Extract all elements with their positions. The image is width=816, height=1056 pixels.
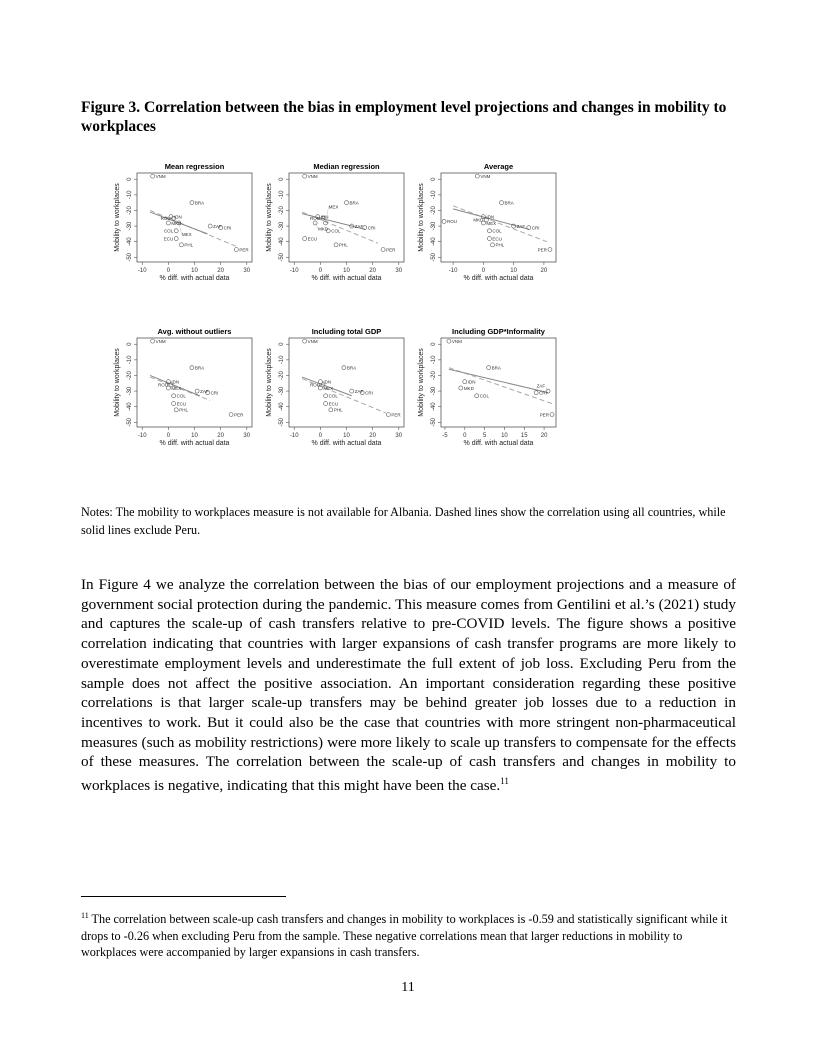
point-label: BRA <box>349 200 359 206</box>
y-tick-label: -20 <box>431 371 437 380</box>
point-label: BRA <box>194 365 205 371</box>
chart-panel <box>414 160 574 290</box>
data-point <box>229 413 233 417</box>
point-label: PHL <box>339 242 348 248</box>
x-tick-label: 20 <box>369 433 376 439</box>
data-point <box>151 339 155 343</box>
y-tick-label: -50 <box>431 252 437 262</box>
data-point <box>151 174 155 178</box>
y-tick-label: -40 <box>279 402 285 412</box>
chart-panel <box>110 160 270 290</box>
data-point <box>172 402 176 406</box>
page-number: 11 <box>401 980 415 995</box>
point-label: PHL <box>495 242 505 248</box>
y-tick-label: -30 <box>431 221 437 231</box>
x-tick-label: 0 <box>318 268 323 274</box>
x-tick-label: 30 <box>395 433 403 439</box>
x-tick-label: -10 <box>137 433 147 439</box>
point-label: ZAF <box>200 388 209 394</box>
x-tick-label: 0 <box>463 433 467 439</box>
point-label: BRA <box>491 365 501 371</box>
y-tick-label: -10 <box>431 355 437 365</box>
y-tick-label: -50 <box>431 417 437 427</box>
point-label: ROU <box>309 382 320 388</box>
x-axis-label: % diff. with actual data <box>463 275 534 282</box>
point-label: ZAF <box>213 223 222 229</box>
point-label: BRA <box>194 200 205 206</box>
point-label: COL <box>176 393 186 399</box>
chart-title: Mean regression <box>164 162 225 171</box>
point-label: ROU <box>157 382 168 388</box>
point-label: PER <box>537 247 547 253</box>
chart-panel <box>262 325 422 455</box>
footnote-rule <box>81 896 286 897</box>
y-tick-label: -20 <box>127 206 133 215</box>
point-label: ROU <box>309 216 320 222</box>
point-label: PER <box>234 412 244 418</box>
point-label: VNM <box>480 173 491 179</box>
y-tick-label: -20 <box>279 206 285 215</box>
data-point <box>350 389 354 393</box>
body-text: In Figure 4 we analyze the correlation between the bias of our employment projections and a measure of government social protection during the pandemic. This measure comes from Gentilini et al.’s (2021) study and captures the scale-up of cash transfers relative to pre-COVID levels. The figure shows a positive correlation indicating that countries with larger expansions of cash transfer programs are more likely to overestimate employment levels and underestimate the full extent of job loss. Excluding Peru from the sample does not affect the positive association. An important consideration regarding these positive correlations is that larger scale-up transfers may be behind greater job losses due to a reduction in incentives to work. But it could also be the case that countries with more stringent non-pharmaceutical measures (such as mobility restrictions) were more likely to scale up transfers to compensate for the effects of these measures. The correlation between the scale-up of cash transfers and changes in mobility to workplaces is negative, indicating that this might have been the case. <box>81 576 736 795</box>
x-tick-label: 10 <box>343 268 350 274</box>
data-point <box>313 221 317 225</box>
data-point <box>475 174 479 178</box>
y-tick-label: -10 <box>279 355 285 365</box>
y-tick-label: -40 <box>127 237 133 247</box>
y-tick-label: -10 <box>431 190 437 200</box>
point-label: MKD <box>318 226 329 232</box>
point-label: ZAF <box>354 223 364 229</box>
point-label: ROU <box>160 216 171 222</box>
scatter-chart <box>414 160 574 290</box>
data-point <box>324 402 328 406</box>
data-point <box>190 366 194 370</box>
data-point <box>459 386 463 390</box>
chart-panel <box>110 325 270 455</box>
y-axis-label: Mobility to workplaces <box>418 348 425 417</box>
x-tick-label: 0 <box>166 433 171 439</box>
x-tick-label: 15 <box>520 433 528 439</box>
point-label: VNM <box>155 173 166 179</box>
y-tick-label: -10 <box>127 190 133 200</box>
point-label: IDN <box>467 379 476 385</box>
data-point <box>381 248 385 252</box>
data-point <box>329 408 333 412</box>
point-label: ZAF <box>354 388 364 394</box>
chart-title: Including GDP*Informality <box>452 327 545 336</box>
data-point <box>442 219 446 223</box>
y-tick-label: -50 <box>279 417 285 427</box>
chart-panel <box>414 325 574 455</box>
footnote-number: 11 <box>81 911 89 920</box>
y-axis-label: Mobility to workplaces <box>114 183 121 252</box>
point-label: MKD <box>171 220 182 226</box>
y-tick-label: -40 <box>431 237 437 247</box>
point-label: CRI <box>367 225 376 231</box>
y-axis-label: Mobility to workplaces <box>266 348 273 417</box>
footnote <box>81 908 736 961</box>
y-tick-label: -30 <box>127 221 133 231</box>
y-tick-label: 0 <box>279 177 285 181</box>
x-tick-label: 20 <box>540 268 548 274</box>
footnote-ref[interactable]: 11 <box>500 776 509 787</box>
data-point <box>487 237 491 241</box>
point-label: BRA <box>346 365 357 371</box>
data-point <box>490 243 494 247</box>
point-label: CRI <box>210 390 219 396</box>
y-tick-label: 0 <box>431 177 437 181</box>
point-label: MEX <box>486 220 497 226</box>
point-label: PHL <box>184 242 194 248</box>
data-point <box>342 366 346 370</box>
point-label: COL <box>479 393 489 399</box>
y-axis-label: Mobility to workplaces <box>114 348 121 417</box>
point-label: IDN <box>486 214 495 220</box>
point-label: PHL <box>179 407 188 413</box>
point-label: ZAF <box>536 383 546 389</box>
chart-title: Including total GDP <box>311 327 382 336</box>
data-point <box>345 201 349 205</box>
point-label: MEX <box>171 385 182 391</box>
point-label: IDN <box>173 214 182 220</box>
x-tick-label: -5 <box>442 433 448 439</box>
point-label: PER <box>386 247 396 253</box>
scatter-chart <box>110 325 270 455</box>
y-tick-label: -20 <box>279 371 285 380</box>
point-label: MEX <box>181 231 192 237</box>
y-tick-label: -10 <box>279 190 285 200</box>
data-point <box>534 391 538 395</box>
data-point <box>195 389 199 393</box>
data-point <box>548 248 552 252</box>
data-point <box>190 201 194 205</box>
x-axis-label: % diff. with actual data <box>311 440 382 447</box>
point-label: MKD <box>463 385 474 391</box>
y-tick-label: 0 <box>127 342 133 346</box>
x-axis-label: % diff. with actual data <box>311 275 382 282</box>
point-label: ECU <box>492 236 502 242</box>
data-point <box>179 243 183 247</box>
point-label: VNM <box>155 338 166 344</box>
x-tick-label: 20 <box>540 433 548 439</box>
x-tick-label: -10 <box>289 433 299 439</box>
point-label: IDN <box>320 214 329 220</box>
point-label: COL <box>163 228 174 234</box>
scatter-chart <box>262 160 422 290</box>
scatter-chart <box>414 325 574 455</box>
x-tick-label: 10 <box>191 268 198 274</box>
data-point <box>447 339 451 343</box>
x-tick-label: 0 <box>318 433 323 439</box>
data-point <box>303 174 307 178</box>
x-tick-label: 10 <box>191 433 198 439</box>
point-label: PER <box>391 412 401 418</box>
x-tick-label: 30 <box>243 268 251 274</box>
point-label: CRI <box>531 225 540 231</box>
y-tick-label: -50 <box>127 252 133 262</box>
data-point <box>550 413 554 417</box>
x-tick-label: 30 <box>243 433 251 439</box>
data-point <box>208 224 212 228</box>
data-point <box>487 229 491 233</box>
figure-title: Figure 3. Correlation between the bias in employment level projections and changes in mobility to workplaces <box>81 99 727 135</box>
x-tick-label: 10 <box>501 433 508 439</box>
y-tick-label: -20 <box>431 206 437 215</box>
point-label: IDN <box>171 379 180 385</box>
x-tick-label: -10 <box>448 268 458 274</box>
data-point <box>386 413 390 417</box>
data-point <box>487 366 491 370</box>
point-label: PER <box>539 412 550 418</box>
y-axis-label: Mobility to workplaces <box>266 183 273 252</box>
x-tick-label: -10 <box>289 268 299 274</box>
point-label: COL <box>492 228 502 234</box>
point-label: MEX <box>328 204 339 210</box>
data-point <box>334 243 338 247</box>
y-tick-label: -30 <box>431 386 437 396</box>
y-tick-label: -50 <box>127 417 133 427</box>
x-axis-label: % diff. with actual data <box>159 440 230 447</box>
x-tick-label: 30 <box>395 268 403 274</box>
point-label: PHL <box>333 407 343 413</box>
point-label: BRA <box>504 200 514 206</box>
data-point <box>174 237 178 241</box>
data-point <box>172 394 176 398</box>
point-label: ECU <box>307 236 318 242</box>
point-label: CRI <box>365 390 373 396</box>
point-label: IDN <box>323 379 332 385</box>
chart-title: Median regression <box>313 162 380 171</box>
y-tick-label: -30 <box>127 386 133 396</box>
chart-title: Avg. without outliers <box>157 327 232 336</box>
point-label: ECU <box>176 401 187 407</box>
x-tick-label: 20 <box>369 268 376 274</box>
point-label: VNM <box>307 338 318 344</box>
data-point <box>475 394 479 398</box>
point-label: COL <box>328 393 338 399</box>
point-label: CRI <box>539 390 547 396</box>
point-label: VNM <box>451 338 462 344</box>
point-label: COL <box>331 228 341 234</box>
figure-notes: Notes: The mobility to workplaces measure is not available for Albania. Dashed lines show the correlation using all countries, while solid lines exclude Peru. <box>81 505 726 537</box>
data-point <box>500 201 504 205</box>
x-tick-label: 5 <box>482 433 487 439</box>
scatter-chart <box>262 325 422 455</box>
point-label: MEX <box>323 385 334 391</box>
x-axis-label: % diff. with actual data <box>463 440 534 447</box>
y-tick-label: -40 <box>279 237 285 247</box>
y-tick-label: -50 <box>279 252 285 262</box>
y-axis-label: Mobility to workplaces <box>418 183 425 252</box>
x-tick-label: 10 <box>343 433 350 439</box>
point-label: MKD <box>473 217 484 223</box>
data-point <box>303 339 307 343</box>
data-point <box>303 237 307 241</box>
scatter-chart <box>110 160 270 290</box>
x-tick-label: -10 <box>137 268 147 274</box>
x-tick-label: 10 <box>510 268 517 274</box>
y-tick-label: 0 <box>127 177 133 181</box>
y-tick-label: -30 <box>279 221 285 231</box>
data-point <box>234 248 238 252</box>
data-point <box>324 394 328 398</box>
point-label: ROU <box>447 219 458 225</box>
data-point <box>463 380 467 384</box>
x-axis-label: % diff. with actual data <box>159 275 230 282</box>
x-tick-label: 0 <box>481 268 486 274</box>
point-label: ZAF <box>516 223 526 229</box>
body-paragraph <box>81 575 736 796</box>
data-point <box>174 408 178 412</box>
point-label: PER <box>239 247 249 253</box>
point-label: CRI <box>223 225 232 231</box>
point-label: ECU <box>163 236 174 242</box>
y-tick-label: 0 <box>431 342 437 346</box>
y-tick-label: -40 <box>127 402 133 412</box>
y-tick-label: 0 <box>279 342 285 346</box>
chart-panel <box>262 160 422 290</box>
point-label: VNM <box>307 173 318 179</box>
y-tick-label: -10 <box>127 355 133 365</box>
x-tick-label: 20 <box>217 268 224 274</box>
y-tick-label: -40 <box>431 402 437 412</box>
chart-title: Average <box>483 162 514 171</box>
data-point <box>166 221 170 225</box>
footnote-text: The correlation between scale-up cash transfers and changes in mobility to workplaces is -0.59 and statistically significant while it drops to -0.26 when excluding Peru from the sample. These negative correlations mean that larger reductions in mobility to workplaces were accompanied by larger expansions in cash transfers. <box>81 912 728 960</box>
x-tick-label: 20 <box>217 433 224 439</box>
y-tick-label: -20 <box>127 371 133 380</box>
data-point <box>174 229 178 233</box>
x-tick-label: 0 <box>166 268 171 274</box>
point-label: ECU <box>328 401 339 407</box>
y-tick-label: -30 <box>279 386 285 396</box>
